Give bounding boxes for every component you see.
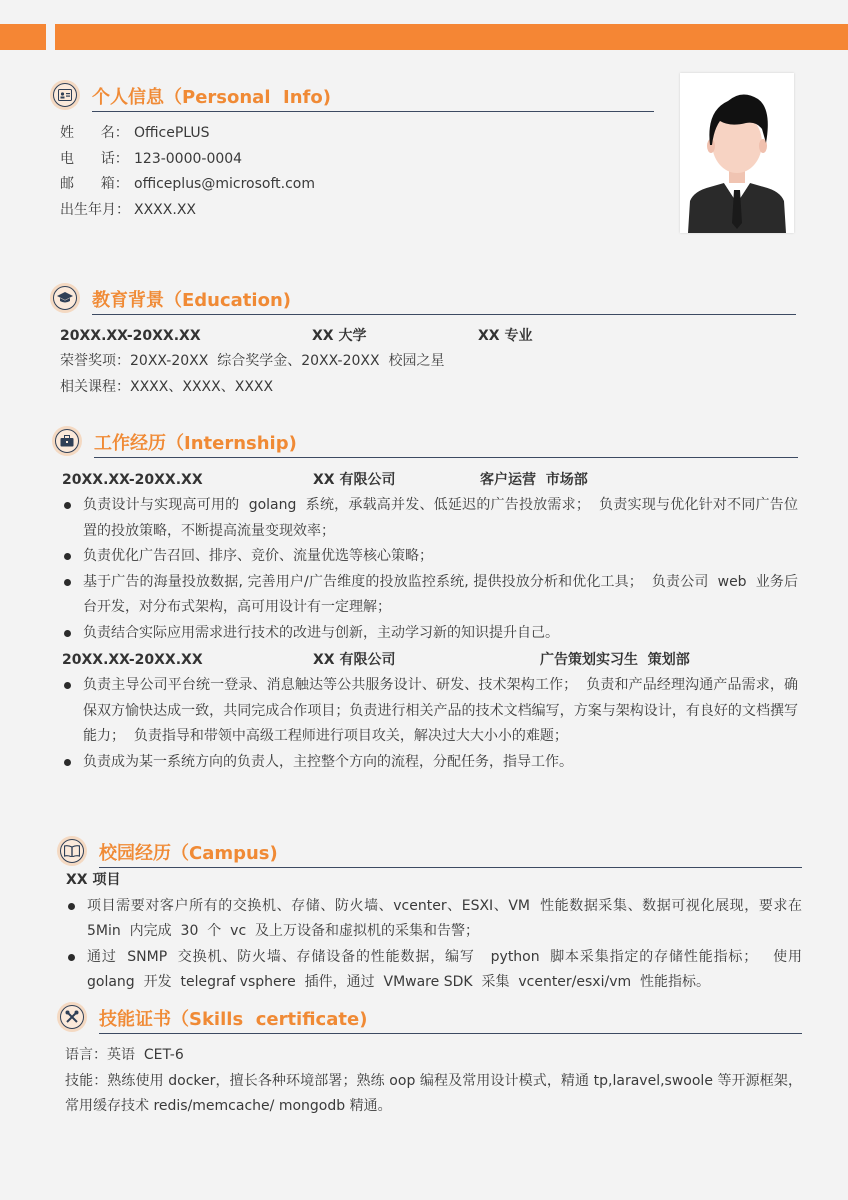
job-period: 20XX.XX-20XX.XX — [62, 472, 203, 488]
field-value: XXXX.XX — [134, 201, 196, 218]
education-major: XX 专业 — [478, 328, 533, 344]
job-role: 客户运营 市场部 — [480, 472, 588, 488]
job-duties-list — [62, 493, 798, 646]
education-school: XX 大学 — [312, 328, 367, 344]
section-title-education: 教育背景（Education) — [92, 290, 291, 311]
section-divider — [92, 314, 796, 315]
job-duties-list — [62, 673, 798, 775]
field-value: officeplus@microsoft.com — [134, 176, 315, 192]
personal-row-birth — [60, 198, 315, 224]
book-icon — [57, 836, 87, 866]
avatar-photo — [680, 73, 794, 233]
education-honors: 荣誉奖项：20XX-20XX 综合奖学金、20XX-20XX 校园之星 — [60, 353, 445, 369]
campus-project-title: XX 项目 — [66, 872, 121, 888]
section-title-work: 工作经历（Internship) — [94, 433, 297, 454]
job-role: 广告策划实习生 策划部 — [540, 652, 690, 668]
skills-tech: 技能：熟练使用 docker，擅长各种环境部署；熟练 oop 编程及常用设计模式，精通 tp,laravel,swoole 等开源框架，常用缓存技术 redis/memcache/ mongodb 精通。 — [65, 1072, 802, 1114]
briefcase-icon — [52, 426, 82, 456]
section-title-skills: 技能证书（Skills certificate) — [99, 1009, 368, 1030]
field-label: 姓 名： — [60, 125, 129, 141]
field-value: OfficePLUS — [134, 125, 210, 141]
job-header — [62, 467, 798, 493]
personal-info-section — [50, 80, 654, 218]
list-item: 基于广告的海量投放数据, 完善用户/广告维度的投放监控系统, 提供投放分析和优化工具； 负责公司 web 业务后台开发，对分布式架构，高可用设计有一定理解； — [62, 570, 798, 621]
education-header — [60, 323, 796, 349]
job-period: 20XX.XX-20XX.XX — [62, 652, 203, 668]
job-company: XX 有限公司 — [313, 472, 396, 488]
list-item: 负责成为某一系统方向的负责人，主控整个方向的流程，分配任务，指导工作。 — [62, 750, 798, 776]
tools-icon — [57, 1002, 87, 1032]
field-label: 电 话： — [60, 150, 129, 167]
section-divider — [94, 457, 798, 458]
job-header — [62, 647, 798, 673]
list-item: 负责主导公司平台统一登录、消息触达等公共服务设计、研发、技术架构工作； 负责和产品经理沟通产品需求，确保双方愉快达成一致，共同完成合作项目；负责进行相关产品的技术文档编写，方案与架构设计，有良好的文档撰写能力； 负责指导和带领中高级工程师进行项目攻关，解决过大大小小的难题； — [62, 673, 798, 750]
section-divider — [92, 111, 654, 112]
list-item: 通过 SNMP 交换机、防火墙、存储设备的性能数据，编写 python 脚本采集指定的存储性能指标； 使用 golang 开发 telegraf vsphere 插件，通过 VMware SDK 采集 vcenter/esxi/vm 性能指标。 — [66, 945, 802, 996]
header-accent-bar-left — [0, 24, 46, 50]
campus-section — [57, 836, 811, 990]
personal-row-phone — [60, 147, 315, 173]
education-period: 20XX.XX-20XX.XX — [60, 328, 201, 344]
section-title-campus: 校园经历（Campus) — [99, 843, 278, 864]
list-item: 负责结合实际应用需求进行技术的改进与创新，主动学习新的知识提升自己。 — [62, 621, 798, 647]
campus-items-list — [66, 894, 811, 996]
personal-row-email — [60, 172, 315, 198]
profile-photo — [680, 73, 794, 233]
list-item: 负责优化广告召回、排序、竞价、流量优选等核心策略； — [62, 544, 798, 570]
section-divider — [99, 1033, 802, 1034]
list-item: 项目需要对客户所有的交换机、存储、防火墙、vcenter、ESXI、VM 性能数据采集、数据可视化展现，要求在 5Min 内完成 30 个 vc 及上万设备和虚拟机的采集和告警； — [66, 894, 802, 945]
graduation-cap-icon — [50, 283, 80, 313]
field-label: 邮 箱： — [60, 176, 129, 192]
id-card-icon — [50, 80, 80, 110]
field-value: 123-0000-0004 — [134, 150, 243, 167]
education-section — [50, 283, 796, 395]
list-item: 负责设计与实现高可用的 golang 系统，承载高并发、低延迟的广告投放需求； 负责实现与优化针对不同广告位置的投放策略，不断提高流量变现效率； — [62, 493, 798, 544]
header-accent-bar — [55, 24, 848, 50]
field-label: 出生年月： — [60, 201, 130, 218]
education-courses: 相关课程：XXXX、XXXX、XXXX — [60, 378, 274, 395]
section-title-personal: 个人信息（Personal Info) — [92, 87, 331, 108]
work-section — [52, 426, 798, 770]
skills-language: 语言：英语 CET-6 — [65, 1047, 184, 1063]
job-company: XX 有限公司 — [313, 652, 396, 668]
personal-row-name — [60, 121, 315, 147]
skills-section — [57, 1002, 802, 1114]
